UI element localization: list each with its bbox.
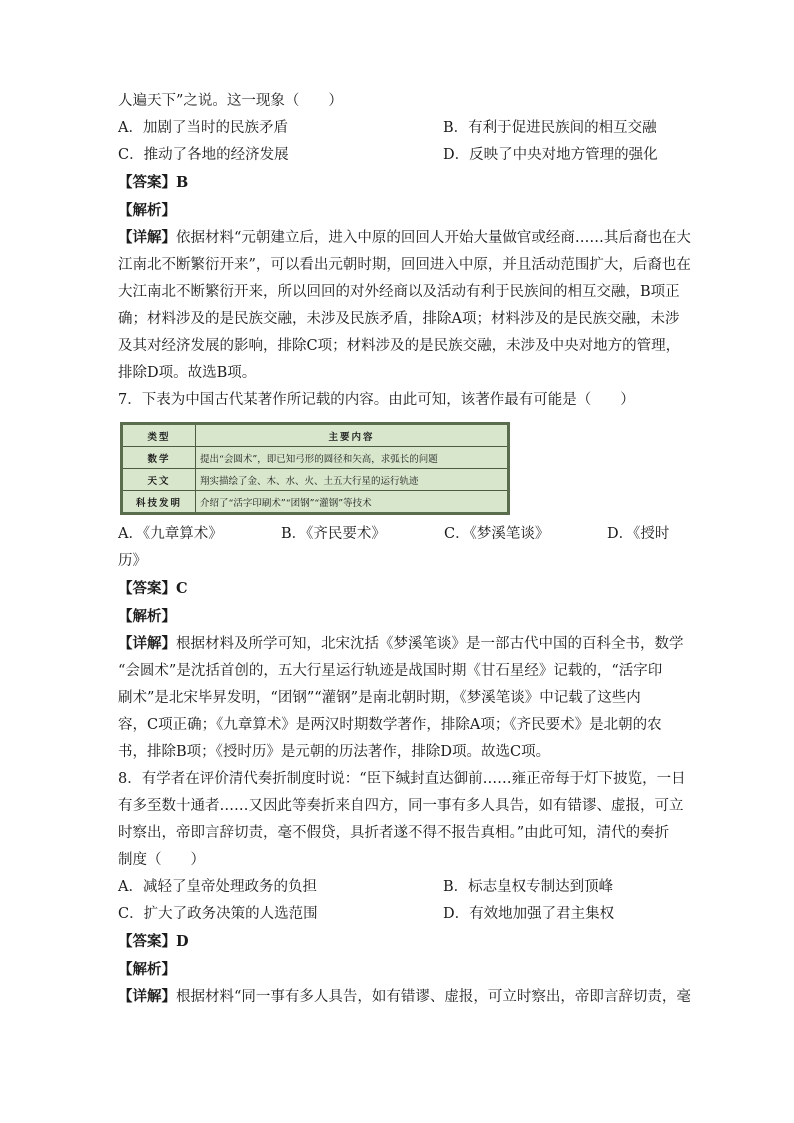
table-cell-type: 科技发明 [122, 491, 196, 514]
q6-options-row2 [118, 142, 678, 169]
q6-detail-tag: 【详解】 [118, 229, 176, 246]
table-cell-content: 翔实描绘了金、木、水、火、土五大行星的运行轨迹 [196, 469, 509, 491]
q6-detail-line-3: 大江南北不断繁衍开来，所以回回的对外经商以及活动有利于民族间的相互交融，B项正 [118, 284, 680, 300]
q8-option-d: D．有效地加强了君主集权 [443, 906, 615, 922]
q7-option-b: B．《齐民要术》 [281, 526, 386, 542]
q7-option-c: C．《梦溪笔谈》 [444, 526, 550, 542]
table-cell-type: 天文 [122, 469, 196, 491]
q6-answer: 【答案】B [118, 174, 189, 191]
q7-stem: 7．下表为中国古代某著作所记载的内容。由此可知，该著作最有可能是（ ） [118, 392, 635, 408]
q6-detail-line-2: 江南北不断繁衍开来”，可以看出元朝时期，回回进入中原，并且活动范围扩大，后裔也在 [118, 257, 691, 273]
q7-analysis-label: 【解析】 [118, 608, 176, 625]
q7-option-d-wrap: 历》 [118, 553, 147, 569]
q6-analysis-label: 【解析】 [118, 202, 176, 219]
q8-stem-line-1: 8．有学者在评价清代奏折制度时说：“臣下缄封直达御前……雍正帝每于灯下披览，一日 [118, 771, 686, 787]
q6-option-c: C．推动了各地的经济发展 [118, 147, 289, 163]
q6-detail-line-1: 【详解】依据材料“元朝建立后，进入中原的回回人开始大量做官或经商……其后裔也在大 [118, 229, 691, 246]
q7-detail-line-4: 容，C项正确；《九章算术》是两汉时期数学著作，排除A项；《齐民要术》是北朝的农 [118, 717, 662, 733]
q8-stem-line-4: 制度（ ） [118, 852, 205, 868]
q8-options-row2 [118, 901, 678, 928]
q7-table [120, 422, 510, 515]
q6-options-row1 [118, 115, 678, 142]
q6-option-b: B．有利于促进民族间的相互交融 [443, 120, 657, 136]
q8-stem-line-2: 有多至数十通者……又因此等奏折来自四方，同一事有多人具告，如有错谬、虚报，可立 [118, 798, 684, 814]
table-row [122, 447, 509, 469]
table-row [122, 491, 509, 514]
table-header-type: 类型 [122, 424, 196, 447]
q6-stem: 人遍天下”之说。这一现象（ ） [118, 93, 343, 109]
q6-detail-line-5: 及其对经济发展的影响，排除C项；材料涉及的是民族交融，未涉及中央对地方的管理， [118, 338, 681, 354]
q7-option-d: D．《授时 [607, 526, 670, 542]
table-cell-content: 提出“会圆术”，即已知弓形的圆径和矢高，求弧长的问题 [196, 447, 509, 469]
q8-detail-line-1: 【详解】根据材料“同一事有多人具告，如有错谬、虚报，可立时察出，帝即言辞切责，毫 [118, 988, 691, 1005]
table-header-content: 主要内容 [196, 424, 509, 447]
q6-detail-line-6: 排除D项。故选B项。 [118, 365, 257, 381]
table-row [122, 469, 509, 491]
q6-option-a: A．加剧了当时的民族矛盾 [118, 120, 288, 136]
q6-detail-line-4: 确；材料涉及的是民族交融，未涉及民族矛盾，排除A项；材料涉及的是民族交融，未涉 [118, 311, 680, 327]
q8-stem-line-3: 时察出，帝即言辞切责，毫不假贷，具折者遂不得不报告真相。”由此可知，清代的奏折 [118, 825, 670, 841]
q7-detail-line-2: “会圆术”是沈括首创的，五大行星运行轨迹是战国时期《甘石星经》记载的，“活字印 [118, 663, 663, 679]
q8-option-c: C．扩大了政务决策的人选范围 [118, 906, 318, 922]
table-cell-content: 介绍了“活字印刷术”“团钢”“灌钢”等技术 [196, 491, 509, 514]
q7-detail-line-3: 刷术”是北宋毕昇发明，“团钢”“灌钢”是南北朝时期，《梦溪笔谈》中记载了这些内 [118, 690, 641, 706]
document-page [118, 88, 691, 1011]
q8-options-row1 [118, 874, 678, 901]
table-header-row [122, 424, 509, 447]
q7-options [118, 521, 678, 548]
q7-option-a: A．《九章算术》 [118, 526, 223, 542]
q8-analysis-label: 【解析】 [118, 961, 176, 978]
q8-option-b: B．标志皇权专制达到顶峰 [443, 879, 614, 895]
q8-option-a: A．减轻了皇帝处理政务的负担 [118, 879, 317, 895]
q6-option-d: D．反映了中央对地方管理的强化 [443, 147, 658, 163]
q8-answer: 【答案】D [118, 933, 189, 950]
q7-detail-line-5: 书，排除B项；《授时历》是元朝的历法著作，排除D项。故选C项。 [118, 744, 551, 760]
q8-detail-tag: 【详解】 [118, 988, 176, 1005]
table-cell-type: 数学 [122, 447, 196, 469]
q7-answer: 【答案】C [118, 580, 188, 597]
q7-detail-tag: 【详解】 [118, 635, 176, 652]
q7-detail-line-1: 【详解】根据材料及所学可知，北宋沈括《梦溪笔谈》是一部古代中国的百科全书，数学 [118, 635, 684, 652]
